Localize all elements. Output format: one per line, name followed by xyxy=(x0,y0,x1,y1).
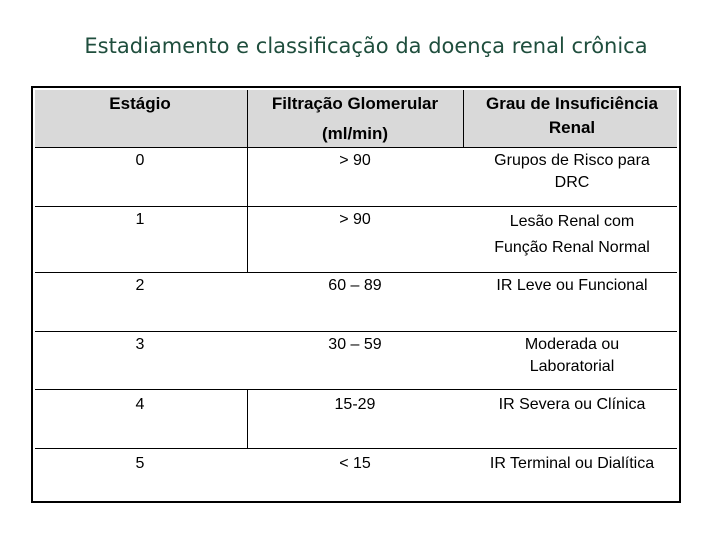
ckd-staging-table xyxy=(31,86,681,503)
row-divider xyxy=(35,389,677,390)
cell-gfr: < 15 xyxy=(339,455,371,472)
cell-grade: IR Terminal ou Dialítica xyxy=(489,455,655,472)
header-grade-line1: Grau de Insuficiência xyxy=(486,94,658,113)
cell-grade xyxy=(463,150,681,194)
cell-gfr: 30 – 59 xyxy=(328,336,382,353)
header-gfr-line1: Filtração Glomerular xyxy=(271,94,439,113)
cell-grade: IR Severa ou Clínica xyxy=(498,396,646,413)
cell-grade-line1: Lesão Renal com xyxy=(509,213,635,230)
row-divider xyxy=(35,147,677,148)
cell-grade-line1: Grupos de Risco para xyxy=(494,152,650,169)
row-divider xyxy=(35,206,677,207)
cell-grade-line2: Laboratorial xyxy=(529,358,615,375)
header-grade-line2: Renal xyxy=(548,118,596,137)
cell-grade-line2: Função Renal Normal xyxy=(494,239,650,256)
cell-gfr: 15-29 xyxy=(334,396,376,413)
cell-grade-line1: Moderada ou xyxy=(524,336,620,353)
header-stage: Estágio xyxy=(109,94,171,113)
row-divider xyxy=(35,272,677,273)
cell-gfr: > 90 xyxy=(339,211,371,228)
header-gfr xyxy=(247,92,463,146)
slide-title: Estadiamento e classificação da doença renal crônica xyxy=(84,34,648,58)
cell-stage: 5 xyxy=(135,455,145,472)
row-divider xyxy=(35,448,677,449)
cell-stage: 1 xyxy=(135,211,145,228)
cell-grade xyxy=(463,209,681,261)
cell-stage: 4 xyxy=(135,396,145,413)
cell-grade: IR Leve ou Funcional xyxy=(496,277,648,294)
cell-gfr: 60 – 89 xyxy=(328,277,382,294)
row-divider xyxy=(35,331,677,332)
header-grade xyxy=(463,92,681,140)
cell-stage: 2 xyxy=(135,277,145,294)
header-gfr-line2: (ml/min) xyxy=(321,124,389,143)
cell-gfr: > 90 xyxy=(339,152,371,169)
cell-grade xyxy=(463,334,681,378)
cell-grade-line2: DRC xyxy=(554,174,590,191)
cell-stage: 0 xyxy=(135,152,145,169)
cell-stage: 3 xyxy=(135,336,145,353)
